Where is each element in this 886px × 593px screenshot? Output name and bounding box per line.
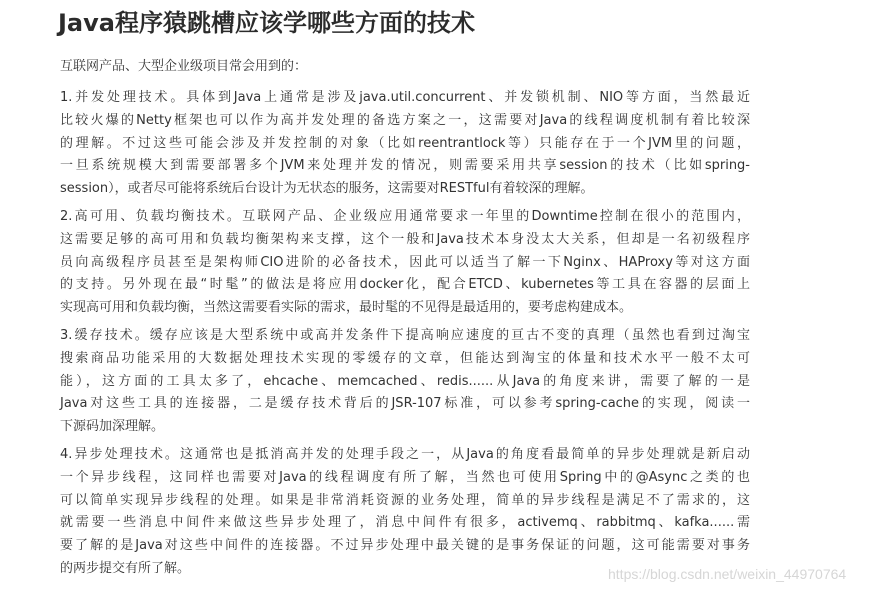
paragraph-line: 员向高级程序员甚至是架构师CIO进阶的必备技术，因此可以适当了解一下Nginx、HAProxy等对这方面 bbox=[60, 254, 750, 270]
paragraph-line: 能），这方面的工具太多了，ehcache、memcached、redis......从Java的角度来讲，需要了解的一是 bbox=[60, 373, 750, 389]
article-title: Java程序猿跳槽应该学哪些方面的技术 bbox=[58, 9, 475, 37]
paragraph-line: 4.异步处理技术。这通常也是抵消高并发的处理手段之一，从Java的角度看最简单的异步处理就是新启动 bbox=[60, 447, 750, 462]
paragraph-line: 搜索商品功能采用的大数据处理技术实现的零缓存的文章，但能达到淘宝的体量和技术水平一般不太可 bbox=[60, 350, 750, 366]
paragraph-line: 1.并发处理技术。具体到Java上通常是涉及java.util.concurrent、并发锁机制、NIO等方面，当然最近 bbox=[60, 90, 750, 105]
paragraph-line: 的支持。另外现在最“时髦”的做法是将应用docker化，配合ETCD、kubernetes等工具在容器的层面上 bbox=[60, 277, 750, 293]
paragraph-line: 就需要一些消息中间件来做这些异步处理了，消息中间件有很多，activemq、rabbitmq、kafka......需 bbox=[60, 515, 750, 531]
paragraph-concurrency bbox=[60, 87, 750, 201]
paragraph-line: 要了解的是Java对这些中间件的连接器。不过异步处理中最关键的是事务保证的问题，这可能需要对事务 bbox=[60, 538, 750, 554]
paragraph-line: 的两步提交有所了解。 bbox=[60, 560, 191, 576]
paragraph-line: 下源码加深理解。 bbox=[60, 419, 165, 435]
paragraph-line: 比较火爆的Netty框架也可以作为高并发处理的备选方案之一，这需要对Java的线程调度机制有着比较深 bbox=[60, 112, 750, 128]
paragraph-line: session），或者尽可能将系统后台设计为无状态的服务，这需要对RESTful有着较深的理解。 bbox=[60, 181, 594, 197]
paragraph-caching bbox=[60, 325, 750, 439]
paragraph-line: 一旦系统规模大到需要部署多个JVM来处理并发的情况，则需要采用共享session的技术（比如spring- bbox=[60, 158, 750, 174]
paragraph-async bbox=[60, 444, 750, 581]
source-watermark: https://blog.csdn.net/weixin_44970764 bbox=[608, 566, 847, 582]
paragraph-line: 实现高可用和负载均衡，当然这需要看实际的需求，最时髦的不见得是最适用的，要考虑构建成本。 bbox=[60, 300, 633, 316]
paragraph-line: 的理解。不过这些可能会涉及并发控制的对象（比如reentrantlock等）只能存在于一个JVM里的问题， bbox=[60, 135, 750, 151]
paragraph-line: 3.缓存技术。缓存应该是大型系统中或高并发条件下提高响应速度的亘古不变的真理（虽然也看到过淘宝 bbox=[60, 328, 750, 343]
article-intro: 互联网产品、大型企业级项目常会用到的： bbox=[60, 59, 308, 74]
paragraph-line: 一个异步线程，这同样也需要对Java的线程调度有所了解，当然也可使用Spring中的@Async之类的也 bbox=[60, 469, 750, 485]
paragraph-line: Java对这些工具的连接器，二是缓存技术背后的JSR-107标准，可以参考spring-cache的实现，阅读一 bbox=[60, 396, 750, 412]
paragraph-high-availability bbox=[60, 206, 750, 320]
paragraph-line: 这需要足够的高可用和负载均衡架构来支撑，这个一般和Java技术本身没太大关系，但却是一名初级程序 bbox=[60, 231, 750, 247]
paragraph-line: 2.高可用、负载均衡技术。互联网产品、企业级应用通常要求一年里的Downtime控制在很小的范围内， bbox=[60, 209, 750, 224]
paragraph-line: 可以简单实现异步线程的处理。如果是非常消耗资源的业务处理，简单的异步线程是满足不了需求的，这 bbox=[60, 492, 750, 508]
